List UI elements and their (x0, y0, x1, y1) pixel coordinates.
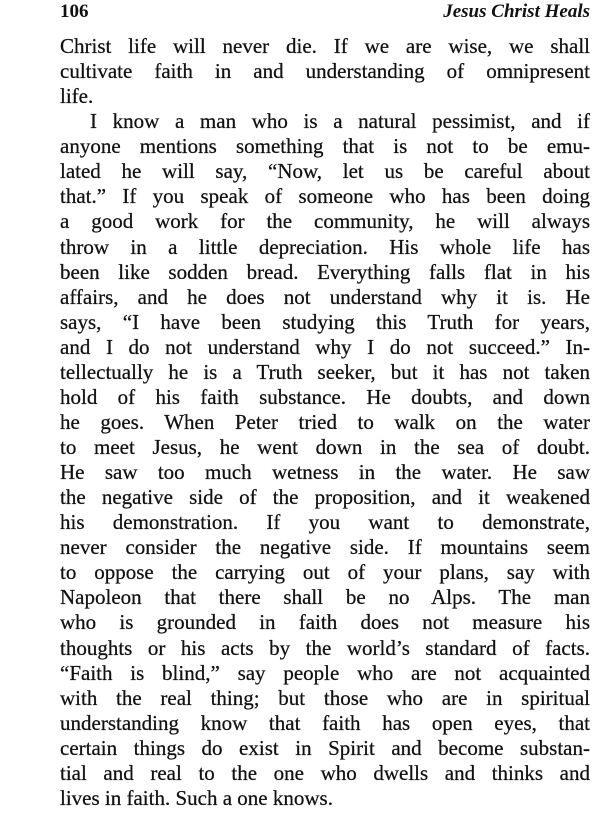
text-line: Napoleon that there shall be no Alps. The man (60, 585, 590, 610)
text-line: the negative side of the proposition, and it weakened (60, 485, 590, 510)
text-line: lives in faith. Such a one knows. (60, 785, 333, 810)
text-line: that.” If you speak of someone who has been doing (60, 184, 590, 209)
text-line: who is grounded in faith does not measure his (60, 610, 590, 635)
text-line: throw in a little depreciation. His whole life has (60, 234, 590, 259)
text-line: been like sodden bread. Everything falls flat in his (60, 259, 590, 284)
text-line: with the real thing; but those who are in spiritual (60, 685, 590, 710)
text-line: hold of his faith substance. He doubts, and down (60, 384, 590, 409)
text-line: He saw too much wetness in the water. He saw (60, 460, 590, 485)
running-header (60, 0, 590, 26)
text-line: his demonstration. If you want to demonstrate, (60, 510, 590, 535)
running-title: Jesus Christ Heals (443, 1, 590, 22)
text-line: to meet Jesus, he went down in the sea of doubt. (60, 435, 590, 459)
text-line: a good work for the community, he will always (60, 209, 590, 234)
text-line: I know a man who is a natural pessimist, and if (90, 109, 590, 134)
text-line: to oppose the carrying out of your plans, say with (60, 560, 590, 585)
text-line: tellectually he is a Truth seeker, but it has not taken (60, 359, 590, 384)
text-line: thoughts or his acts by the world’s standard of facts. (60, 635, 590, 660)
text-line: affairs, and he does not understand why it is. He (60, 284, 590, 309)
text-line: “Faith is blind,” say people who are not acquainted (60, 660, 590, 685)
text-line: certain things do exist in Spirit and become substan- (60, 735, 590, 760)
page-number: 106 (60, 1, 89, 22)
text-line: says, “I have been studying this Truth for years, (60, 309, 590, 334)
text-line: he goes. When Peter tried to walk on the water (60, 409, 590, 434)
text-line: cultivate faith in and understanding of omnipresent (60, 59, 590, 84)
text-line: lated he will say, “Now, let us be careful about (60, 159, 590, 184)
text-line: life. (60, 84, 94, 109)
page-body (60, 34, 590, 811)
text-line: and I do not understand why I do not succeed.” In- (60, 334, 590, 359)
text-line: Christ life will never die. If we are wise, we shall (60, 34, 590, 58)
text-line: anyone mentions something that is not to be emu- (60, 134, 590, 159)
text-line: never consider the negative side. If mountains seem (60, 535, 590, 560)
text-line: tial and real to the one who dwells and thinks and (60, 760, 590, 785)
text-line: understanding know that faith has open eyes, that (60, 710, 590, 735)
